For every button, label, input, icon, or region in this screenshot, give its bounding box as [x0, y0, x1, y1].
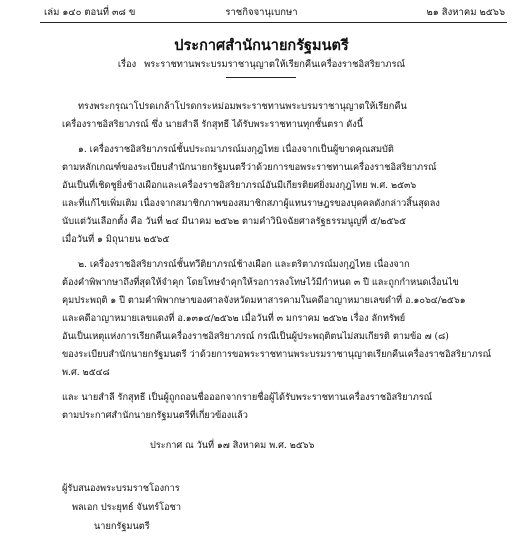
- subject-label: เรื่อง: [117, 59, 137, 70]
- subject-rule: [226, 77, 296, 78]
- body-line: อันเป็นเหตุแห่งการเรียกคืนเครื่องราชอิสริยาภรณ์ กรณีเป็นผู้ประพฤติตนไม่สมเกียรติ ตามข้อ ๗ (๘): [62, 331, 449, 342]
- gazette-volume: เล่ม ๑๔๐ ตอนที่ ๓๘ ข: [44, 7, 136, 18]
- header-rule: [40, 22, 507, 23]
- body-line: ประกาศ ณ วันที่ ๑๗ สิงหาคม พ.ศ. ๒๕๖๖: [150, 440, 315, 451]
- body-line: เมื่อวันที่ ๑ มิถุนายน ๒๕๖๕: [62, 234, 170, 245]
- body-line: ผู้รับสนองพระบรมราชโองการ: [62, 483, 180, 494]
- body-line: ตามประกาศสำนักนายกรัฐมนตรีที่เกี่ยวข้องแล้ว: [62, 410, 248, 421]
- subject-text: พระราชทานพระบรมราชานุญาตให้เรียกคืนเครื่องราชอิสริยาภรณ์: [144, 59, 406, 70]
- body-line: ต้องคำพิพากษาถึงที่สุดให้จำคุก โดยโทษจำคุกให้รอการลงโทษไว้มีกำหนด ๓ ปี และถูกกำหนดเงื่อนไข: [62, 277, 459, 288]
- body-line: นายกรัฐมนตรี: [94, 521, 150, 532]
- body-line: ๒. เครื่องราชอิสริยาภรณ์ชั้นทวีติยาภรณ์ช้างเผือก และตริตาภรณ์มงกุฎไทย เนื่องจาก: [78, 259, 410, 270]
- body-line: นับแต่วันเลือกตั้ง คือ วันที่ ๒๔ มีนาคม ๒๕๖๒ ตามคำวินิจฉัยศาลรัฐธรรมนูญที่ ๕/๒๕๖๕: [62, 216, 407, 227]
- body-line: ทรงพระกรุณาโปรดเกล้าโปรดกระหม่อมพระราชทานพระบรมราชานุญาตให้เรียกคืน: [78, 101, 407, 112]
- body-line: อันเป็นที่เชิดชูยิ่งช้างเผือกและเครื่องราชอิสริยาภรณ์อันมีเกียรติยศยิ่งมงกุฎไทย พ.ศ. ๒๕๓๖: [62, 180, 417, 191]
- gazette-name: ราชกิจจานุเบกษา: [225, 7, 298, 18]
- body-line: ตามหลักเกณฑ์ของระเบียบสำนักนายกรัฐมนตรีว่าด้วยการขอพระราชทานเครื่องราชอิสริยาภรณ์: [62, 162, 437, 173]
- gazette-date: ๒๑ สิงหาคม ๒๕๖๖: [426, 7, 505, 18]
- body-line: คุมประพฤติ ๑ ปี ตามคำพิพากษาของศาลจังหวัดมหาสารคามในคดีอาญาหมายเลขดำที่ อ.๑๐๖๔/๒๕๖๑: [62, 295, 466, 306]
- announcement-subject: [0, 57, 523, 72]
- body-line: พลเอก ประยุทธ์ จันทร์โอชา: [72, 502, 181, 513]
- body-line: และ นายสำลี รักสุทธี เป็นผู้ถูกถอนชื่อออกจากรายชื่อผู้ได้รับพระราชทานเครื่องราชอิสริยาภรณ์: [62, 392, 433, 403]
- body-line: และที่แก้ไขเพิ่มเติม เนื่องจากสมาชิกภาพของสมาชิกสภาผู้แทนราษฎรของบุคคลดังกล่าวสิ้นสุดลง: [62, 198, 440, 209]
- body-line: ของระเบียบสำนักนายกรัฐมนตรี ว่าด้วยการขอพระราชทานพระบรมราชานุญาตเรียกคืนเครื่องราชอิสริยาภรณ์: [62, 349, 492, 360]
- body-line: และคดีอาญาหมายเลขแดงที่ อ.๑๓๑๔/๒๕๖๒ เมื่อวันที่ ๓ มกราคม ๒๕๖๒ เรื่อง ลักทรัพย์: [62, 313, 406, 324]
- body-line: ๑. เครื่องราชอิสริยาภรณ์ชั้นประถมาภรณ์มงกุฎไทย เนื่องจากเป็นผู้ขาดคุณสมบัติ: [78, 144, 394, 155]
- body-line: พ.ศ. ๒๕๔๘: [62, 367, 110, 378]
- body-line: เครื่องราชอิสริยาภรณ์ ซึ่ง นายสำลี รักสุทธี ได้รับพระราชทานทุกชั้นตรา ดังนี้: [62, 119, 364, 130]
- announcement-title: ประกาศสำนักนายกรัฐมนตรี: [174, 37, 349, 54]
